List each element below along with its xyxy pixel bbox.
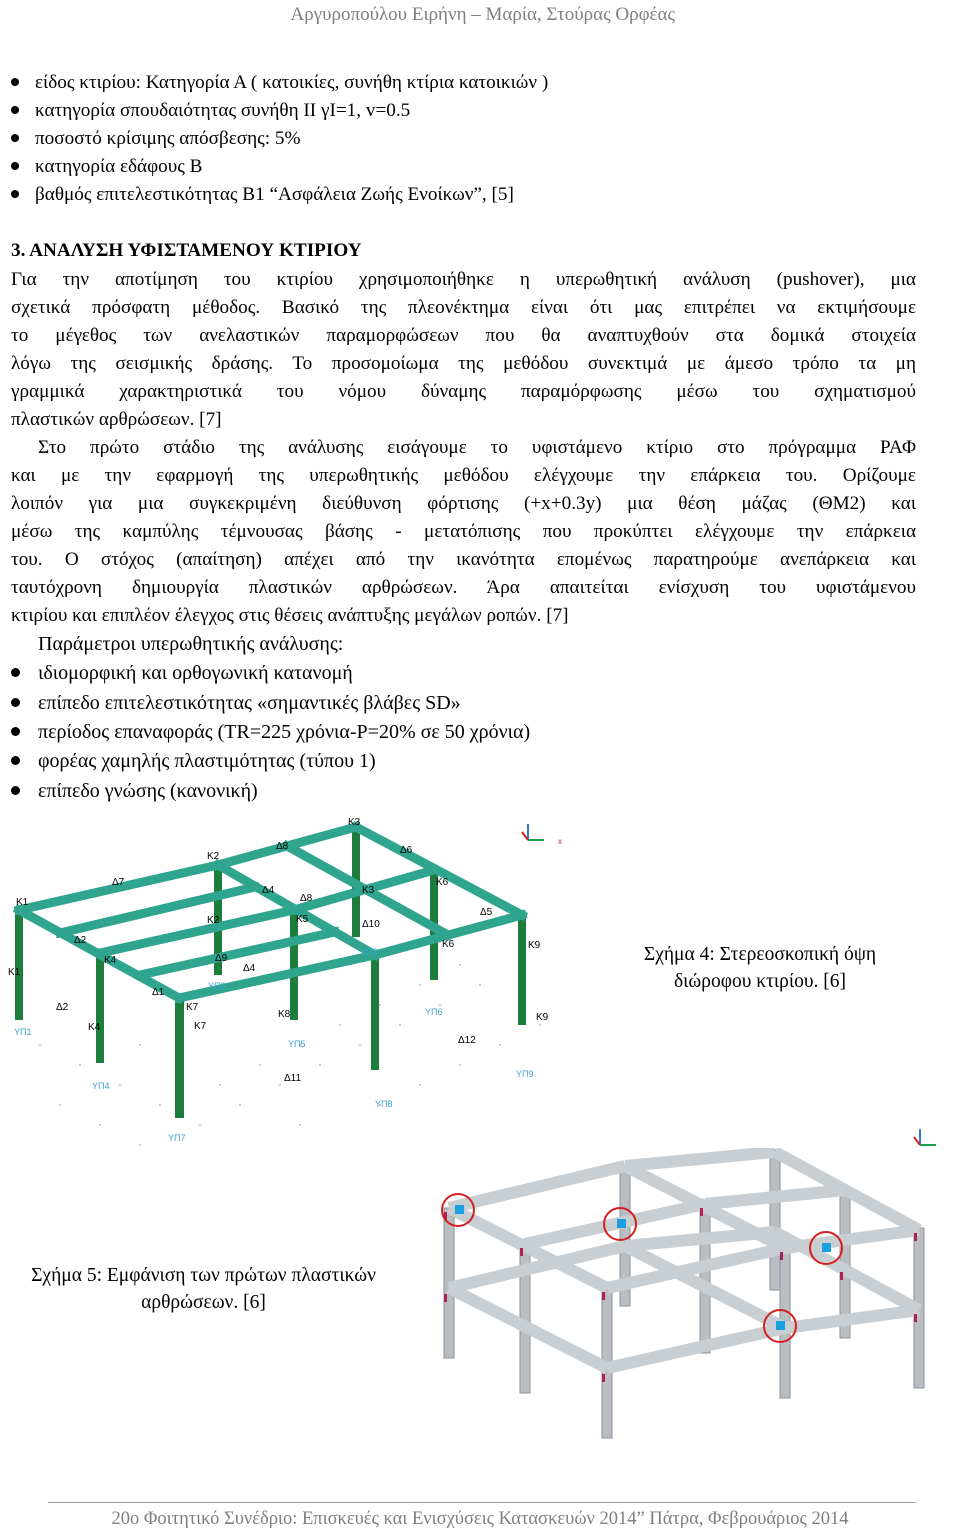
svg-text:Δ6: Δ6 [400,845,413,856]
figure-4-caption: Σχήμα 4: Στερεοσκοπική όψη διώροφου κτιρίου. [6] [643,944,877,992]
svg-text:Κ1: Κ1 [8,967,21,978]
svg-text:Δ1: Δ1 [152,987,165,998]
svg-text:Κ4: Κ4 [104,955,117,966]
svg-text:Δ7: Δ7 [112,877,125,888]
svg-text:Κ3: Κ3 [348,817,361,828]
bullet-item: βαθμός επιτελεστικότητας Β1 “Ασφάλεια Ζωής Ενοίκων”, [5] [11,181,514,209]
svg-text:Κ6: Κ6 [436,877,449,888]
paragraph-line: σχετικά πρόσφατη μέθοδος. Βασικό της πλεονέκτημα είναι ότι μας επιτρέπει να εκτιμήσουμε [11,297,916,318]
paragraph-line: το μέγεθος των ανελαστικών παραμορφώσεων που θα αναπτυχθούν στα δομικά στοιχεία [11,325,916,346]
svg-text:Δ4: Δ4 [262,885,275,896]
svg-text:Δ9: Δ9 [215,953,228,964]
bullet-item: κατηγορία εδάφους Β [11,153,202,181]
paragraph-line: λοιπόν για μια συγκεκριμένη διεύθυνση φόρτισης (+x+0.3y) μια θέση μάζας (ΘΜ2) και [11,493,916,514]
param-item: φορέας χαμηλής πλαστιμότητας (τύπου 1) [11,747,376,777]
bullet-dot [11,668,20,677]
bullet-dot [11,756,20,765]
svg-text:ΥΠ7: ΥΠ7 [168,1133,186,1143]
frame-beams [19,827,522,998]
svg-text:Δ12: Δ12 [458,1035,476,1046]
svg-text:ΥΠ3: ΥΠ3 [360,947,378,957]
param-item: ιδιομορφική και ορθογωνική κατανομή [11,659,353,689]
svg-text:ΥΠ5: ΥΠ5 [288,1039,306,1049]
svg-text:Δ11: Δ11 [284,1073,302,1084]
figure-5-frame-hinges [430,1148,930,1478]
svg-text:Κ1: Κ1 [16,897,29,908]
bullet-item: είδος κτιρίου: Κατηγορία Α ( κατοικίες, συνήθη κτίρια κατοικιών ) [11,69,548,97]
param-item: επίπεδο γνώσης (κανονική) [11,777,258,807]
svg-text:Δ5: Δ5 [480,907,493,918]
bullet-dot [11,162,19,170]
page-footer: 20ο Φοιτητικό Συνέδριο: Επισκευές και Ενισχύσεις Κατασκευών 2014” Πάτρα, Φεβρουάριος 2014 [111,1509,849,1529]
svg-text:ΥΠ8: ΥΠ8 [375,1099,393,1109]
svg-text:ΥΠ6: ΥΠ6 [425,1007,443,1017]
svg-text:ΥΠ9: ΥΠ9 [516,1069,534,1079]
paragraph-line: γραμμικά χαρακτηριστικά του νόμου δύναμης παραμόρφωσης μέσω του σχηματισμού [11,381,916,402]
bullet-dot [11,106,19,114]
bullet-item: κατηγορία σπουδαιότητας συνήθη ΙΙ γI=1, v=0.5 [11,97,410,125]
paragraph-line: και με την εφαρμογή της υπερωθητικής μεθόδου ελέγχουμε την επάρκεια του. Ορίζουμε [11,465,916,486]
svg-text:Δ2: Δ2 [74,935,87,946]
params-title: Παράμετροι υπερωθητικής ανάλυσης: [38,633,344,655]
svg-text:Κ7: Κ7 [194,1021,207,1032]
paragraph-line: κτιρίου και επιπλέον έλεγχος στις θέσεις ανάπτυξης μεγάλων ροπών. [7] [11,605,569,626]
paragraph-line: μέσω της καμπύλης τέμνουσας βάσης - μετατόπισης που προκύπτει ελέγχουμε την επάρκεια [11,521,916,542]
axis-triad-icon [518,820,568,850]
bullet-item: ποσοστό κρίσιμης απόσβεσης: 5% [11,125,300,153]
svg-text:Κ2: Κ2 [207,915,220,926]
bullet-dot [11,786,20,795]
paragraph-line: Στο πρώτο στάδιο της ανάλυσης εισάγουμε το υφιστάμενο κτίριο στο πρόγραμμα ΡΑΦ [38,437,916,458]
page-header-authors: Αργυροπούλου Ειρήνη – Μαρία, Στούρας Ορφέας [290,4,675,25]
svg-text:ΥΠ2: ΥΠ2 [208,981,226,991]
svg-text:Κ9: Κ9 [536,1012,549,1023]
bullet-dot [11,727,20,736]
paragraph-line: του. Ο στόχος (απαίτηση) απέχει από την ικανότητα επομένως παρατηρούμε ανεπάρκεια και [11,549,916,570]
svg-text:Κ6: Κ6 [442,939,455,950]
param-item: επίπεδο επιτελεστικότητας «σημαντικές βλάβες SD» [11,689,461,719]
figure-5-caption: Σχήμα 5: Εμφάνιση των πρώτων πλαστικών αρθρώσεων. [6] [31,1265,376,1313]
svg-text:Δ10: Δ10 [362,919,380,930]
svg-text:Κ4: Κ4 [88,1022,101,1033]
svg-text:Κ2: Κ2 [207,851,220,862]
figure-4-frame-3d [0,815,600,1155]
footer-divider [48,1502,916,1503]
svg-text:Κ3: Κ3 [362,885,375,896]
svg-text:Δ8: Δ8 [276,841,289,852]
svg-text:Δ4: Δ4 [243,963,256,974]
svg-text:Κ8: Κ8 [278,1009,291,1020]
paragraph-line: λόγω της σεισμικής δράσης. Το προσομοίωμα της μεθόδου συνεκτιμά με άμεσο τρόπο τα μη [11,353,916,374]
bullet-dot [11,190,19,198]
svg-text:Δ8: Δ8 [300,893,313,904]
svg-text:Κ9: Κ9 [528,940,541,951]
svg-text:Κ7: Κ7 [186,1002,199,1013]
paragraph-line: Για την αποτίμηση του κτιρίου χρησιμοποιήθηκε η υπερωθητική ανάλυση (pushover), μια [11,269,916,290]
svg-text:ΥΠ4: ΥΠ4 [92,1081,110,1091]
svg-text:Κ5: Κ5 [296,914,309,925]
param-item: περίοδος επαναφοράς (TR=225 χρόνια-P=20% σε 50 χρόνια) [11,718,530,748]
frame-columns [15,827,526,1118]
paragraph-line: ταυτόχρονη δημιουργία πλαστικών αρθρώσεων. Άρα απαιτείται ενίσχυση του υφιστάμενου [11,577,916,598]
svg-text:ΥΠ1: ΥΠ1 [14,1027,32,1037]
svg-text:Δ2: Δ2 [56,1002,69,1013]
section-heading: 3. ΑΝΑΛΥΣΗ ΥΦΙΣΤΑΜΕΝΟΥ ΚΤΙΡΙΟΥ [11,240,362,261]
bullet-dot [11,134,19,142]
bullet-dot [11,698,20,707]
bullet-dot [11,78,19,86]
svg-text:x: x [558,837,562,846]
paragraph-line: πλαστικών αρθρώσεων. [7] [11,409,222,430]
